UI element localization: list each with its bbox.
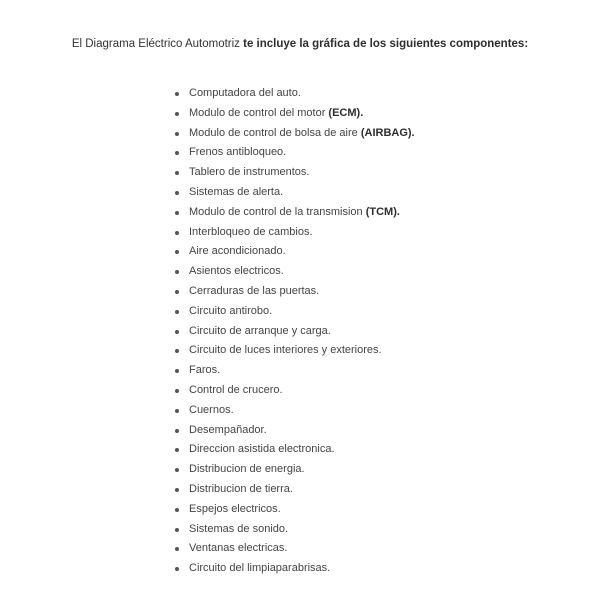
bullet-icon [175,567,179,571]
bullet-icon [175,547,179,551]
bullet-icon [175,132,179,136]
bullet-icon [175,151,179,155]
list-item-normal: Sistemas de sonido. [189,522,289,535]
list-item-normal: Frenos antibloqueo. [189,146,287,159]
bullet-icon [175,429,179,433]
bullet-icon [175,211,179,215]
list-item-normal: Faros. [189,364,221,377]
list-item-normal: Cuernos. [189,403,234,416]
list-item-text [189,539,287,559]
list-item-text [189,322,331,342]
intro-heading-bold: te incluye la gráfica de los siguientes componentes: [243,38,529,50]
bullet-icon [175,290,179,294]
list-item-normal: Cerraduras de las puertas. [189,284,320,297]
list-item-bold: (TCM). [365,205,400,218]
list-item-text [189,203,400,223]
list-item-text [189,84,301,104]
bullet-icon [175,389,179,393]
list-item-text [189,262,284,282]
list-item-normal: Tablero de instrumentos. [189,166,310,179]
list-item-normal: Circuito de arranque y carga. [189,324,331,337]
bullet-icon [175,349,179,353]
list-item-text [189,559,330,579]
bullet-icon [175,528,179,532]
bullet-icon [175,171,179,175]
list-item-text [189,381,283,401]
bullet-icon [175,448,179,452]
list-item-normal: Circuito antirobo. [189,304,273,317]
intro-heading-normal: El Diagrama Eléctrico Automotriz [71,38,244,50]
list-item-normal: Direccion asistida electronica. [189,443,335,456]
bullet-icon [175,409,179,413]
list-item-normal: Aire acondicionado. [189,245,286,258]
bullet-icon [175,508,179,512]
bullet-icon [175,468,179,472]
list-item-bold: (ECM). [328,106,364,119]
list-item-text [189,223,313,243]
list-item-text [189,401,234,421]
list-item-normal: Distribucion de energia. [189,463,305,476]
list-item-bold: (AIRBAG). [360,126,415,139]
bullet-icon [175,369,179,373]
bullet-icon [175,310,179,314]
list-item-text [189,163,309,183]
intro-heading [60,36,540,52]
bullet-icon [175,488,179,492]
list-item-text [189,440,335,460]
list-item-normal: Desempañador. [189,423,267,436]
list-item-text [189,143,286,163]
list-item-normal: Modulo de control del motor [189,106,329,119]
bullet-icon [175,191,179,195]
bullet-icon [175,231,179,235]
list-item-normal: Asientos electricos. [189,265,284,278]
list-item-normal: Distribucion de tierra. [189,482,293,495]
list-item-text [189,341,382,361]
list-item-normal: Circuito del limpiaparabrisas. [189,562,331,575]
list-item-text [189,183,283,203]
bullet-icon [175,112,179,116]
list-item-text [189,104,363,124]
list-item-normal: Modulo de control de bolsa de aire [189,126,361,139]
list-item-text [189,460,305,480]
bullet-icon [175,250,179,254]
bullet-icon [175,270,179,274]
list-item-text [189,500,281,520]
list-item-normal: Modulo de control de la transmision [189,205,366,218]
list-item-normal: Circuito de luces interiores y exteriores. [189,344,382,357]
list-item-text [189,361,220,381]
bullet-icon [175,92,179,96]
list-item-normal: Computadora del auto. [189,87,301,99]
list-item-text [189,302,272,322]
list-item-text [189,520,288,540]
list-item-normal: Espejos electricos. [189,502,281,515]
list-item-text [189,421,267,441]
list-item-text [189,282,319,302]
bullet-icon [175,330,179,334]
list-item-normal: Ventanas electricas. [189,542,288,555]
list-item-text [189,242,286,262]
list-item-text [189,124,415,144]
list-item-text [189,480,293,500]
list-item-normal: Interbloqueo de cambios. [189,225,313,238]
list-item-normal: Control de crucero. [189,383,283,396]
list-item-normal: Sistemas de alerta. [189,185,284,198]
